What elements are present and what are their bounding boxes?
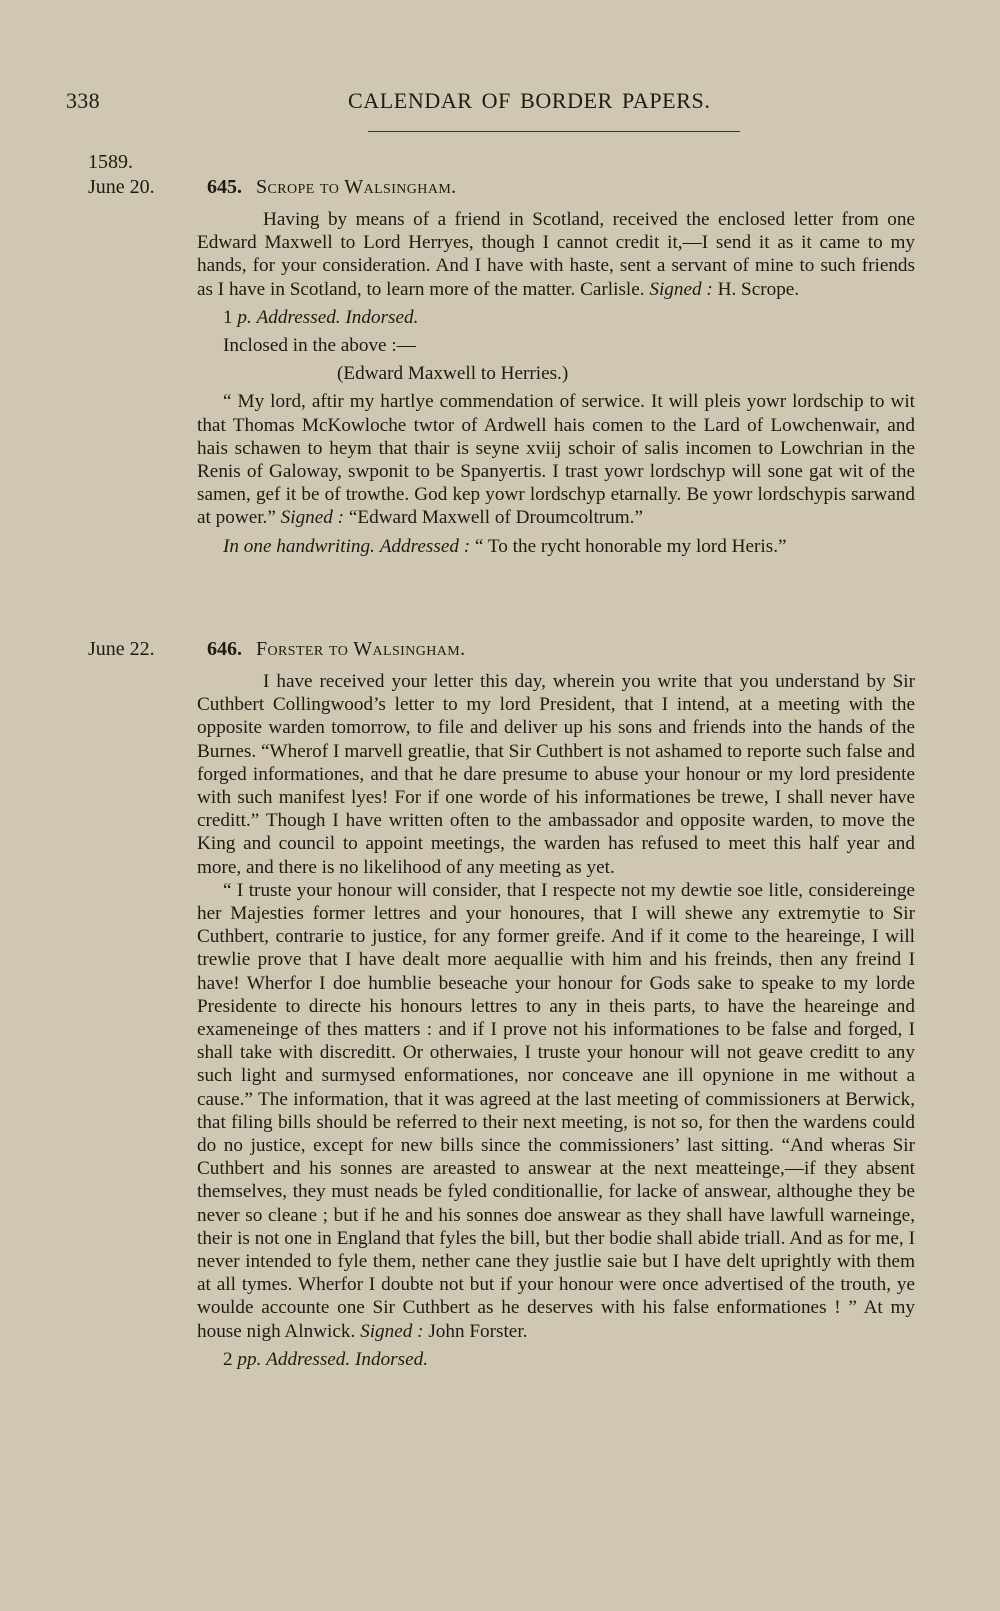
running-title: CALENDAR OF BORDER PAPERS. [348, 88, 711, 113]
entry-645-inclosed-label: Inclosed in the above :— [223, 335, 416, 357]
entry-645-date: June 20. [88, 176, 155, 198]
entry-645-handwriting-note: In one handwriting. Addressed : “ To the rycht honorable my lord Heris.” [223, 535, 787, 557]
entry-645-inclosure-title: (Edward Maxwell to Herries.) [337, 363, 569, 385]
entry-645-number: 645. [207, 176, 242, 198]
entry-645-summary: Having by means of a friend in Scotland, received the enclosed letter from one Edward Maxwell to Lord Herryes, though I cannot credit it,—I send it as it came to my hands, for your consideration. And I have with haste, sent a servant of mine to such friends as I have in Scotland, to learn more of the matter. Carlisle. Signed : H. Scrope. [197, 209, 915, 300]
entry-646-paragraph-1: I have received your letter this day, wherein you write that you understand by Sir Cuthbert Collingwood’s letter to my lord President, that I intend, at a meeting with the opposite warden tomorrow, to file and deliver up his sons and friends into the hands of the Burnes. “Wherof I marvell greatlie, that Sir Cuthbert is not ashamed to reporte such false and forged informationes, and that he dare presume to abuse your honour or my lord presidente with such manifest lyes! For if one worde of his informationes be trewe, I shall never have creditt.” Though I have written often to the ambassador and opposite warden, to move the King and council to appoint meetings, the warden has refused to meet this half year and more, and there is no likelihood of any meeting as yet. [197, 671, 915, 878]
entry-646-body [197, 670, 915, 1371]
entry-646-date: June 22. [88, 638, 155, 660]
entry-646-title: Forster to Walsingham. [256, 638, 466, 660]
header-rule [368, 131, 740, 132]
entry-646-number: 646. [207, 638, 242, 660]
entry-645-pages-note: 1 p. Addressed. Indorsed. [223, 306, 419, 328]
entry-646-pages-note: 2 pp. Addressed. Indorsed. [223, 1348, 429, 1370]
page-number: 338 [66, 88, 100, 113]
entry-646-paragraph-2: “ I truste your honour will consider, that I respecte not my dewtie soe litle, considereinge her Majesties former lettres and your honoures, that I will shewe any extremytie to Sir Cuthbert, contrarie to justice, for any former greife. And if it come to the heareinge, I will trewlie prove that I have dealt more aequallie with him and his freinds, then any freind I have! Wherfor I doe humblie beseache your honour for Gods sake to speake to my lorde Presidente to directe his honours lettres to any in theis parts, to have the heareinge and exameneinge of thes matters : and if I prove not his informationes to be false and forged, I shall take with discreditt. Or otherwaies, I truste your honour will not geave creditt to any such light and surmysed enformationes, nor conceave ane ill opynione in me without a cause.” The information, that it was agreed at the last meeting of commissioners at Berwick, that filing bills should be referred to their next meeting, is not so, for then the wardens could do no justice, except for new bills since the commissioners’ last sitting. “And wheras Sir Cuthbert and his sonnes are areasted to answear at the next meatteinge,—if they absent themselves, they must neads be fyled conditionallie, for lacke of answear, althoughe they be never so cleane ; but if he and his sonnes doe answear as they shall have lawfull warneinge, their is not one in England that fyles the bill, but ther bodie shall abide triall. And as for me, I never intended to fyle them, nether cane they justlie saie but I have delt uprightly with them at all tymes. Wherfor I doubte not but if your honour were once advertised of the trouth, ye woulde accounte one Sir Cuthbert as he deserves with his false enformationes ! ” At my house nigh Alnwick. Signed : John Forster. [197, 879, 915, 1342]
entry-645-body [197, 208, 915, 558]
entry-645-title: Scrope to Walsingham. [256, 176, 457, 198]
entry-645-heading [207, 175, 457, 199]
entry-645-inclosure-text: “ My lord, aftir my hartlye commendation of serwice. It will pleis yowr lordschip to wit that Thomas McKowloche twtor of Ardwell hais comen to the Lard of Lowchenwair, and hais schawen to heym that thair is seyne xviij schoir of salis incomen to Lowchrian in the Renis of Galoway, swponit to be Spanyertis. I trast yowr lordschyp will sone gat wit of the samen, gef it be of trowthe. God kep yowr lordschyp etarnally. Be yowr lordschypis sarwand at power.” Signed : “Edward Maxwell of Droumcoltrum.” [197, 391, 915, 529]
entry-646-heading [207, 637, 466, 661]
year-label: 1589. [88, 151, 133, 173]
